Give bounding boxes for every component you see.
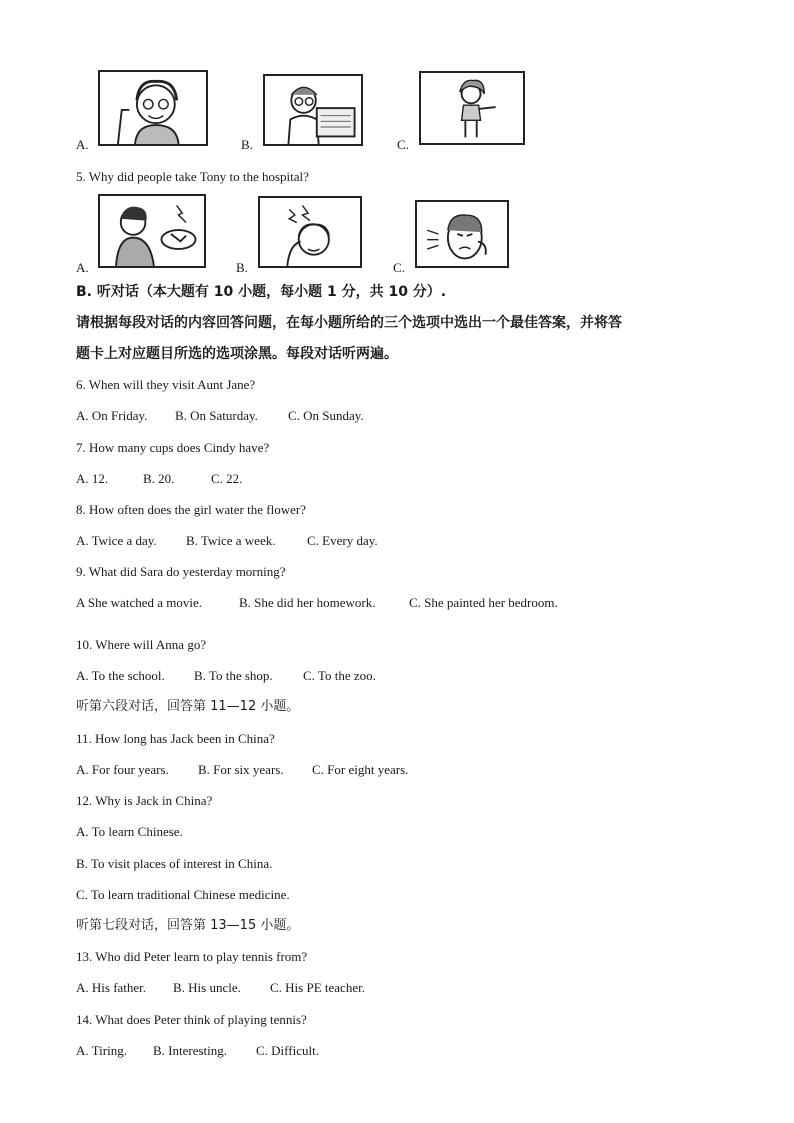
q5-option-a-label: A. <box>76 260 89 275</box>
section-b-instructions-line-2: 题卡上对应题目所选的选项涂黑。每段对话听两遍。 <box>76 346 398 362</box>
question-10-option-b: B. To the shop. <box>194 668 273 683</box>
q5-option-b-label: B. <box>236 260 248 275</box>
question-8-option-a: A. Twice a day. <box>76 533 157 548</box>
question-6-option-a: A. On Friday. <box>76 408 148 423</box>
question-7-option-a: A. 12. <box>76 471 109 486</box>
question-9-option-c: C. She painted her bedroom. <box>409 595 558 610</box>
question-11-option-b: B. For six years. <box>198 762 284 777</box>
row1-option-b-label: B. <box>241 137 253 152</box>
question-10-option-c: C. To the zoo. <box>303 668 376 683</box>
question-9-option-b: B. She did her homework. <box>239 595 376 610</box>
woman-standing-picture <box>419 71 525 145</box>
section-b-title: B. 听对话（本大题有 10 小题，每小题 1 分，共 10 分）. <box>76 284 447 300</box>
headache-picture <box>258 196 362 268</box>
question-11-text: 11. How long has Jack been in China? <box>76 731 275 746</box>
section-b-instructions-line-1: 请根据每段对话的内容回答问题，在每小题所给的三个选项中选出一个最佳答案，并将答 <box>76 315 622 331</box>
row1-option-c-label: C. <box>397 137 409 152</box>
question-7-option-b: B. 20. <box>143 471 175 486</box>
question-13-option-c: C. His PE teacher. <box>270 980 365 995</box>
question-7-text: 7. How many cups does Cindy have? <box>76 440 270 455</box>
row1-option-a-label: A. <box>76 137 89 152</box>
question-5-text: 5. Why did people take Tony to the hospital? <box>76 169 309 184</box>
question-11-option-c: C. For eight years. <box>312 762 409 777</box>
question-8-option-b: B. Twice a week. <box>186 533 276 548</box>
question-6-option-c: C. On Sunday. <box>288 408 364 423</box>
dialog-6-instruction: 听第六段对话，回答第 11—12 小题。 <box>76 699 300 714</box>
question-6-option-b: B. On Saturday. <box>175 408 258 423</box>
question-6-text: 6. When will they visit Aunt Jane? <box>76 377 256 392</box>
question-13-option-a: A. His father. <box>76 980 147 995</box>
question-11-option-a: A. For four years. <box>76 762 169 777</box>
question-10-option-a: A. To the school. <box>76 668 165 683</box>
question-14-text: 14. What does Peter think of playing tennis? <box>76 1012 307 1027</box>
q5-option-c-label: C. <box>393 260 405 275</box>
question-8-option-c: C. Every day. <box>307 533 378 548</box>
question-12-option-a: A. To learn Chinese. <box>76 824 183 839</box>
question-14-option-c: C. Difficult. <box>256 1043 319 1058</box>
question-13-option-b: B. His uncle. <box>173 980 241 995</box>
question-12-text: 12. Why is Jack in China? <box>76 793 213 808</box>
question-9-text: 9. What did Sara do yesterday morning? <box>76 564 286 579</box>
question-13-text: 13. Who did Peter learn to play tennis from? <box>76 949 308 964</box>
question-10-text: 10. Where will Anna go? <box>76 637 207 652</box>
old-woman-picture <box>98 70 208 146</box>
question-14-option-a: A. Tiring. <box>76 1043 127 1058</box>
question-12-option-b: B. To visit places of interest in China. <box>76 856 273 871</box>
question-8-text: 8. How often does the girl water the flower? <box>76 502 306 517</box>
question-9-option-a: A She watched a movie. <box>76 595 202 610</box>
toothache-picture <box>415 200 509 268</box>
question-14-option-b: B. Interesting. <box>153 1043 228 1058</box>
dialog-7-instruction: 听第七段对话，回答第 13—15 小题。 <box>76 918 300 933</box>
question-12-option-c: C. To learn traditional Chinese medicine. <box>76 887 290 902</box>
man-reading-newspaper-picture <box>263 74 363 146</box>
boy-hurt-fall-picture <box>98 194 206 268</box>
question-7-option-c: C. 22. <box>211 471 243 486</box>
